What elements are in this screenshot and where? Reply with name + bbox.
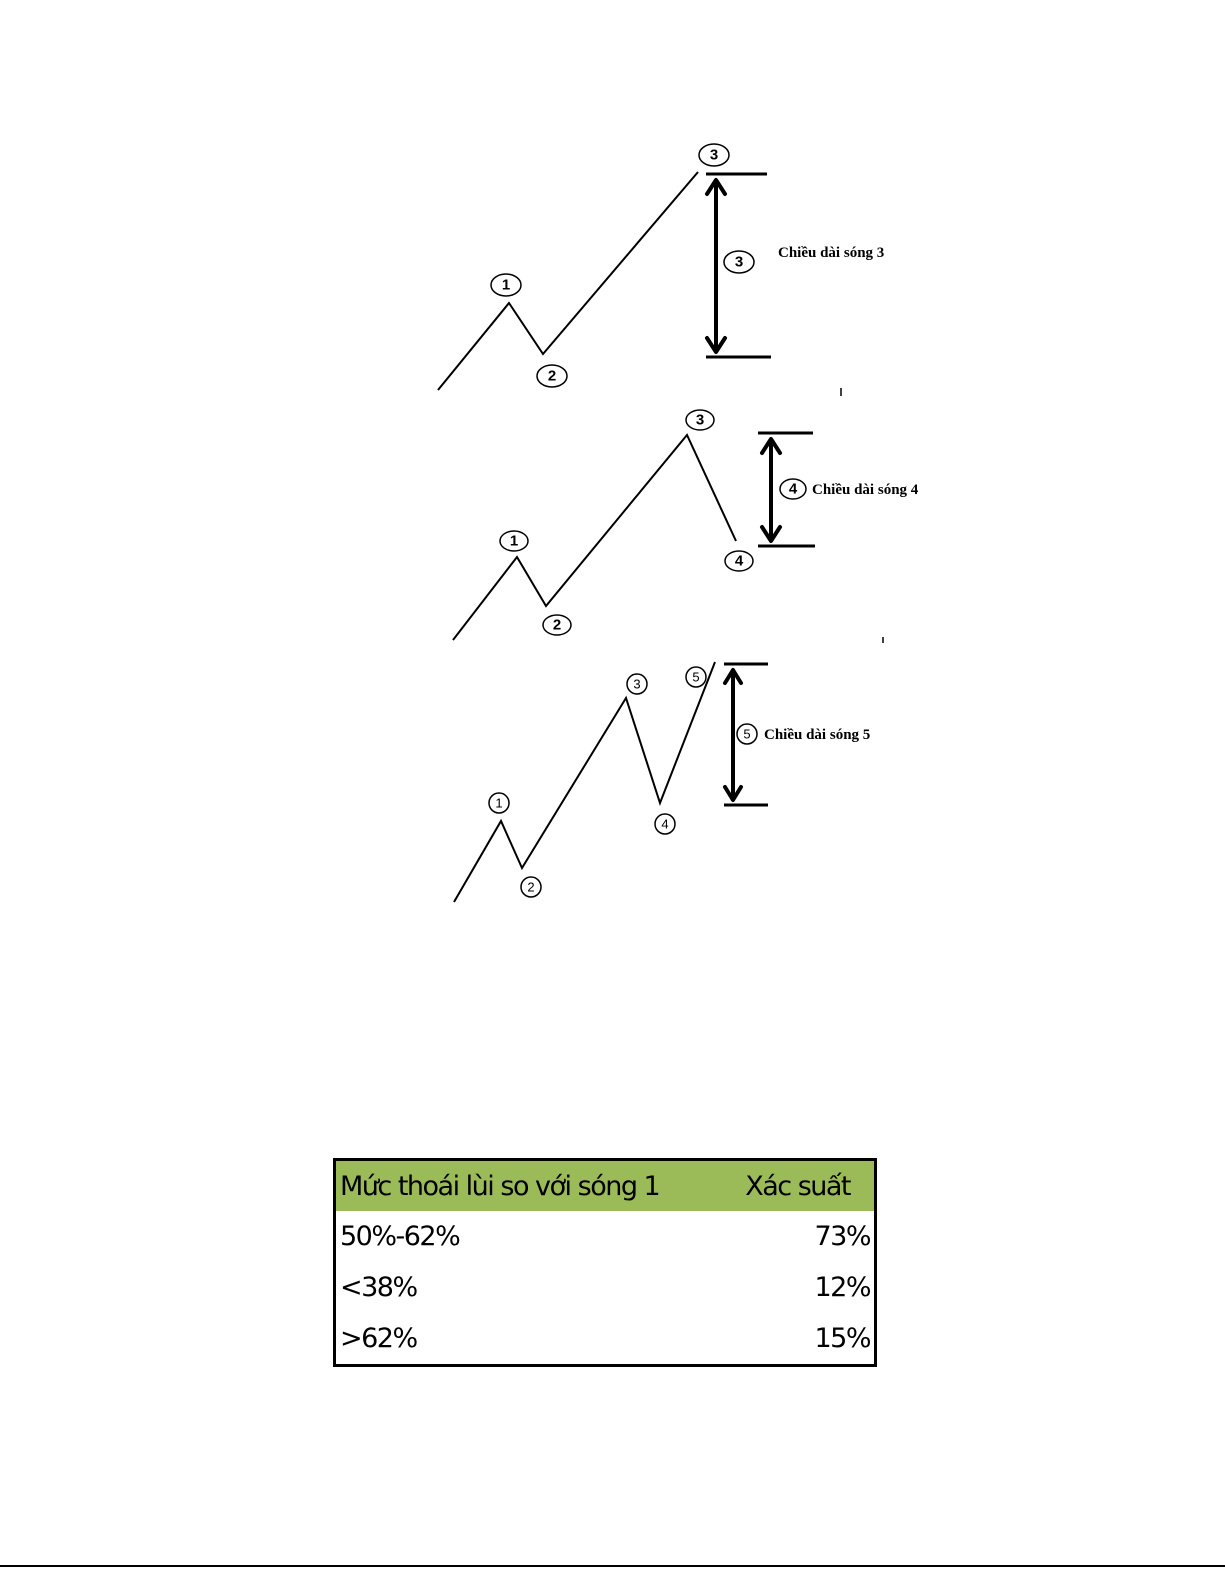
row-label: 50%-62%	[340, 1221, 460, 1252]
wave3-diagram	[438, 144, 884, 396]
wave3-measure-badge	[724, 251, 754, 273]
table-header-row	[335, 1160, 876, 1212]
wave3-label-1	[491, 274, 521, 296]
row-label: <38%	[340, 1272, 417, 1303]
wave3-label-2	[537, 365, 567, 387]
row-value: 12%	[814, 1272, 870, 1303]
wave5-measure-badge	[737, 724, 757, 744]
wave5-label-5-text: 5	[692, 669, 700, 685]
wave3-label-3-text: 3	[709, 146, 719, 164]
wave5-label-2-text: 2	[527, 879, 535, 895]
wave4-label-4	[725, 551, 753, 571]
wave3-label-1-text: 1	[501, 276, 511, 294]
wave5-label-3-text: 3	[633, 676, 641, 692]
wave5-measure-badge-text: 5	[743, 726, 751, 742]
wave4-label-4-text: 4	[734, 552, 744, 570]
wave3-caption: Chiều dài sóng 3	[778, 245, 885, 261]
wave5-price-path	[454, 662, 715, 902]
wave5-label-1-text: 1	[495, 795, 503, 811]
wave3-measure-badge-text: 3	[734, 253, 744, 271]
table-row	[335, 1211, 876, 1262]
wave4-caption: Chiều dài sóng 4	[812, 482, 919, 498]
wave4-label-1	[500, 531, 528, 551]
wave4-price-path	[453, 435, 736, 640]
header-probability: Xác suất	[719, 1160, 876, 1212]
wave4-diagram	[453, 410, 919, 643]
wave5-label-2	[521, 877, 541, 897]
page-bottom-rule	[0, 1565, 1225, 1567]
row-value: 15%	[814, 1323, 870, 1354]
wave3-label-2-text: 2	[547, 367, 557, 385]
row-label: >62%	[340, 1323, 417, 1354]
retracement-probability-table	[333, 1158, 877, 1367]
wave5-caption: Chiều dài sóng 5	[764, 727, 871, 743]
wave4-measure-badge-text: 4	[788, 480, 798, 498]
wave5-label-3	[627, 674, 647, 694]
wave4-label-3-text: 3	[695, 411, 705, 429]
table-row	[335, 1313, 876, 1366]
wave5-label-4	[655, 814, 675, 834]
row-value: 73%	[814, 1221, 870, 1252]
wave3-label-3	[699, 144, 729, 166]
wave4-label-1-text: 1	[509, 532, 519, 550]
wave4-label-2	[543, 615, 571, 635]
wave5-label-1	[489, 793, 509, 813]
wave4-measure-badge	[780, 479, 806, 499]
wave4-label-3	[686, 410, 714, 430]
wave5-label-5	[686, 667, 706, 687]
wave3-price-path	[438, 172, 698, 390]
wave5-diagram	[454, 662, 870, 902]
header-retracement-level: Mức thoái lùi so với sóng 1	[335, 1160, 719, 1212]
table-row	[335, 1262, 876, 1313]
wave5-label-4-text: 4	[661, 816, 669, 832]
wave4-label-2-text: 2	[552, 616, 562, 634]
